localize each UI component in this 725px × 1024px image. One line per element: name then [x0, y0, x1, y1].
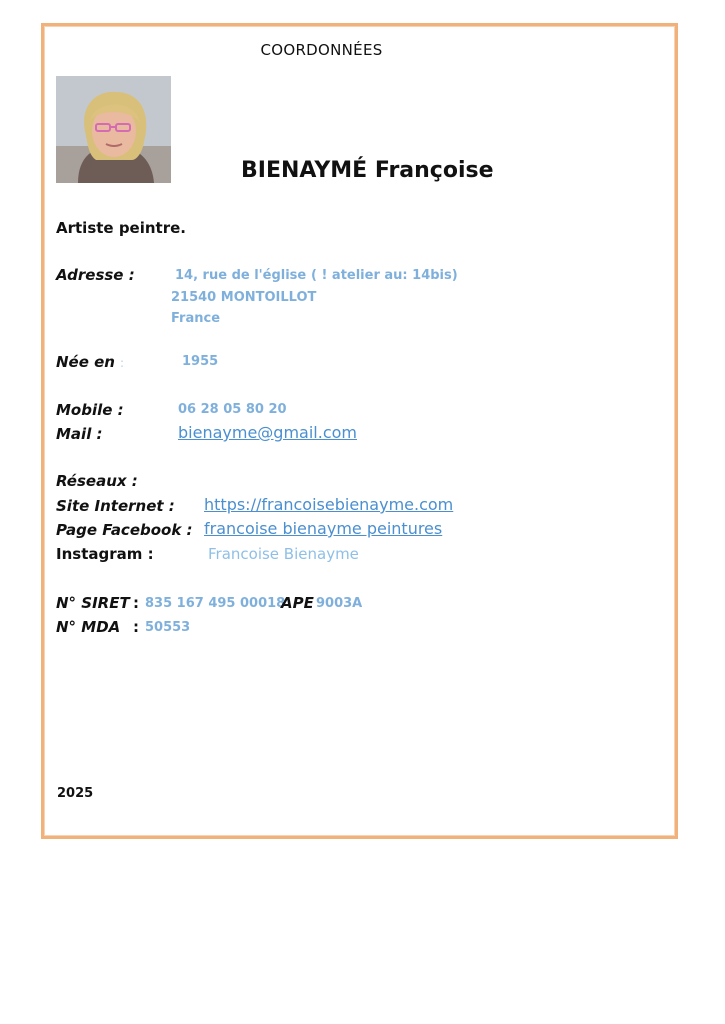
born-label: Née en [56, 353, 115, 371]
mda-label: N° MDA [56, 618, 121, 636]
mda-colon: : [133, 618, 139, 636]
person-name: BIENAYMÉ Françoise [241, 158, 494, 183]
address-line1: 14, rue de l'église [175, 268, 307, 283]
born-value: 1955 [182, 354, 219, 369]
ape-label: APE [281, 594, 314, 612]
born-colon: : [120, 356, 125, 370]
instagram-label: Instagram : [56, 545, 154, 563]
siret-value: 835 167 495 00018 [145, 596, 286, 611]
mail-link[interactable]: bienayme@gmail.com [178, 423, 357, 442]
mda-value: 50553 [145, 620, 191, 635]
siret-colon: : [133, 594, 139, 612]
portrait-photo [56, 76, 171, 183]
networks-label: Réseaux : [56, 472, 138, 490]
facebook-link[interactable]: francoise bienayme peintures [204, 519, 443, 538]
instagram-value: Francoise Bienayme [208, 545, 359, 563]
address-line3: France [171, 311, 221, 326]
mail-label: Mail : [56, 425, 103, 443]
ape-value: 9003A [316, 596, 363, 611]
address-line2: 21540 MONTOILLOT [171, 290, 317, 305]
site-link[interactable]: https://francoisebienayme.com [204, 495, 454, 514]
mobile-label: Mobile : [56, 401, 124, 419]
site-label: Site Internet : [56, 497, 175, 515]
address-label: Adresse : [56, 266, 135, 284]
siret-label: N° SIRET [56, 594, 130, 612]
year: 2025 [57, 786, 94, 801]
page-heading: COORDONNÉES [260, 41, 383, 59]
address-atelier-note: ( ! atelier au: 14bis) [311, 268, 458, 283]
profession: Artiste peintre. [56, 219, 186, 237]
facebook-label: Page Facebook : [56, 521, 193, 539]
mobile-value: 06 28 05 80 20 [178, 402, 287, 417]
